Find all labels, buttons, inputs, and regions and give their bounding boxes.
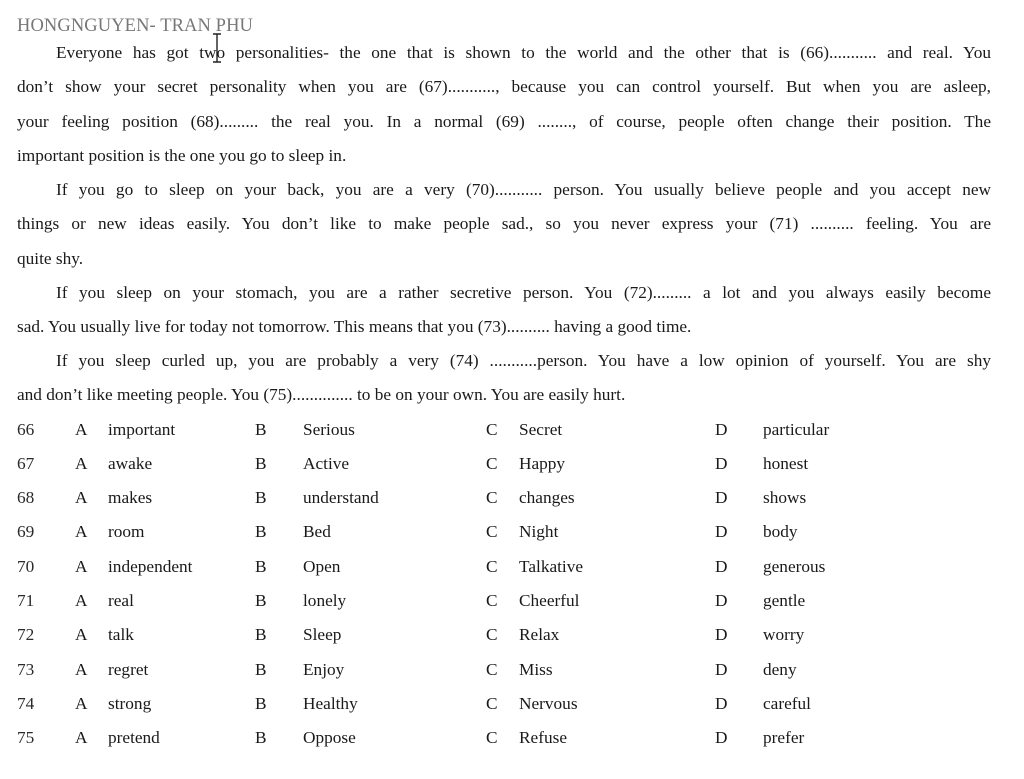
option-b: Sleep [303, 625, 342, 644]
option-letter: C [486, 728, 498, 747]
option-letter: A [75, 522, 88, 541]
option-b: understand [303, 488, 379, 507]
option-letter: D [715, 522, 728, 541]
option-c: Talkative [519, 557, 584, 576]
option-c: Relax [519, 625, 560, 644]
option-letter: B [255, 420, 267, 439]
option-letter: C [486, 454, 498, 473]
option-letter: C [486, 625, 498, 644]
option-a: real [108, 591, 134, 610]
option-letter: C [486, 488, 498, 507]
option-letter: C [486, 420, 498, 439]
option-letter: A [75, 454, 88, 473]
question-number: 69 [17, 522, 35, 541]
option-a: regret [108, 660, 149, 679]
option-c: Miss [519, 660, 553, 679]
option-letter: D [715, 694, 728, 713]
option-letter: B [255, 660, 267, 679]
option-letter: D [715, 420, 728, 439]
option-d: gentle [763, 591, 806, 610]
question-number: 71 [17, 591, 35, 610]
option-letter: B [255, 591, 267, 610]
question-row [0, 420, 1024, 444]
option-letter: D [715, 488, 728, 507]
passage-line: and don’t like meeting people. You (75).............. to be on your own. You are easily hurt. [17, 385, 626, 404]
option-letter: C [486, 660, 498, 679]
option-a: strong [108, 694, 152, 713]
question-number: 73 [17, 660, 35, 679]
option-letter: A [75, 488, 88, 507]
option-letter: D [715, 728, 728, 747]
question-row [0, 728, 1024, 752]
option-letter: B [255, 557, 267, 576]
option-c: Happy [519, 454, 566, 473]
option-a: talk [108, 625, 134, 644]
question-number: 72 [17, 625, 35, 644]
question-row [0, 454, 1024, 478]
option-d: body [763, 522, 798, 541]
option-letter: B [255, 694, 267, 713]
option-letter: A [75, 557, 88, 576]
option-letter: A [75, 660, 88, 679]
question-row [0, 625, 1024, 649]
passage-line: sad. You usually live for today not tomorrow. This means that you (73).......... having a good time. [17, 317, 692, 336]
option-d: worry [763, 625, 805, 644]
question-row [0, 660, 1024, 684]
question-number: 67 [17, 454, 35, 473]
option-b: Healthy [303, 694, 358, 713]
option-letter: B [255, 488, 267, 507]
passage-line: your feeling position (68)......... the real you. In a normal (69) ........, of course, people often change their position. The [17, 112, 991, 131]
option-letter: C [486, 694, 498, 713]
option-b: Serious [303, 420, 355, 439]
option-letter: C [486, 522, 498, 541]
option-letter: D [715, 454, 728, 473]
option-letter: B [255, 728, 267, 747]
passage-line: don’t show your secret personality when you are (67)..........., because you can control yourself. But when you are asleep, [17, 77, 991, 96]
question-row [0, 591, 1024, 615]
option-d: careful [763, 694, 811, 713]
option-letter: D [715, 557, 728, 576]
option-letter: A [75, 694, 88, 713]
option-letter: A [75, 591, 88, 610]
option-letter: D [715, 591, 728, 610]
option-c: Night [519, 522, 559, 541]
option-letter: C [486, 557, 498, 576]
option-c: changes [519, 488, 575, 507]
option-d: deny [763, 660, 797, 679]
option-d: shows [763, 488, 807, 507]
passage-line: important position is the one you go to sleep in. [17, 146, 347, 165]
passage-line: If you sleep curled up, you are probably a very (74) ...........person. You have a low opinion of yourself. You are shy [56, 351, 991, 370]
passage-line: Everyone has got two personalities- the one that is shown to the world and the other that is (66)........... and real. You [56, 43, 991, 62]
option-a: pretend [108, 728, 160, 747]
passage-line: If you sleep on your stomach, you are a rather secretive person. You (72)......... a lot and you always easily become [56, 283, 991, 302]
option-letter: D [715, 625, 728, 644]
passage-line: If you go to sleep on your back, you are a very (70)........... person. You usually believe people and you accept new [56, 180, 991, 199]
option-letter: B [255, 454, 267, 473]
option-c: Secret [519, 420, 563, 439]
option-b: Open [303, 557, 341, 576]
option-letter: C [486, 591, 498, 610]
option-b: Active [303, 454, 350, 473]
option-b: Bed [303, 522, 331, 541]
question-number: 68 [17, 488, 35, 507]
option-a: makes [108, 488, 153, 507]
option-a: important [108, 420, 176, 439]
option-d: generous [763, 557, 826, 576]
question-row [0, 557, 1024, 581]
option-d: prefer [763, 728, 805, 747]
question-number: 74 [17, 694, 35, 713]
option-a: independent [108, 557, 193, 576]
question-row [0, 694, 1024, 718]
option-letter: A [75, 625, 88, 644]
option-c: Nervous [519, 694, 578, 713]
option-letter: B [255, 625, 267, 644]
option-a: room [108, 522, 145, 541]
question-number: 70 [17, 557, 35, 576]
option-b: lonely [303, 591, 347, 610]
option-letter: B [255, 522, 267, 541]
page-header: HONGNGUYEN- TRAN PHU [17, 16, 253, 36]
option-d: honest [763, 454, 809, 473]
option-c: Refuse [519, 728, 567, 747]
question-row [0, 522, 1024, 546]
option-letter: D [715, 660, 728, 679]
option-a: awake [108, 454, 153, 473]
option-b: Enjoy [303, 660, 345, 679]
option-letter: A [75, 420, 88, 439]
option-letter: A [75, 728, 88, 747]
question-number: 75 [17, 728, 35, 747]
passage-line: things or new ideas easily. You don’t like to make people sad., so you never express your (71) .......... feeling. You are [17, 214, 991, 233]
option-c: Cheerful [519, 591, 580, 610]
question-number: 66 [17, 420, 35, 439]
passage-line: quite shy. [17, 249, 84, 268]
question-row [0, 488, 1024, 512]
option-d: particular [763, 420, 830, 439]
option-b: Oppose [303, 728, 356, 747]
